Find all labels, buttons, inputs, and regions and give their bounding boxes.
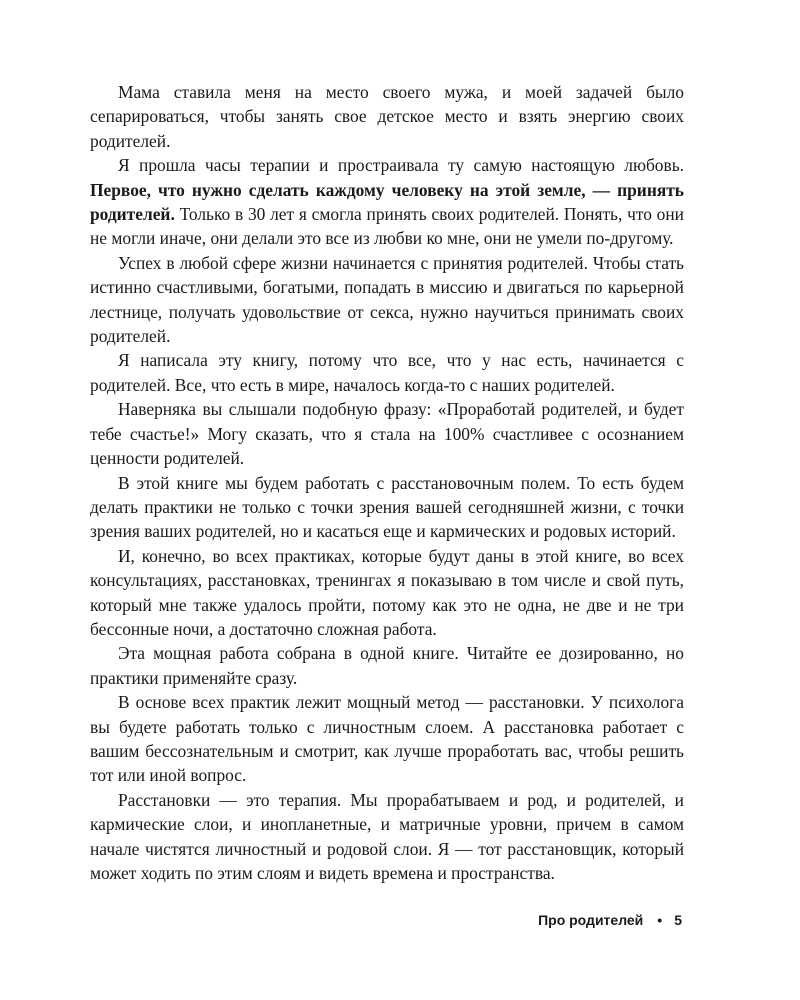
page-number: 5 [674,912,682,928]
paragraph-5: Наверняка вы слышали подобную фразу: «Проработай родителей, и будет тебе счастье!» Могу сказать, что я стала на 100% счастливее с осознанием ценности родителей. [90,399,684,469]
paragraph-8: Эта мощная работа собрана в одной книге. Читайте ее дозированно, но практики применяйте сразу. [90,643,684,688]
paragraph-6: В этой книге мы будем работать с расстановочным полем. То есть будем делать практики не только с точки зрения вашей сегодняшней жизни, с точки зрения ваших родителей, но и касаться еще и кармических и родовых историй. [90,472,684,542]
paragraph-4: Я написала эту книгу, потому что все, что у нас есть, начинается с родителей. Все, что есть в мире, началось когда-то с наших родителей. [90,350,684,395]
footer-bullet: • [657,912,663,928]
paragraph-2 [90,153,684,251]
running-section-title: Про родителей [538,912,644,928]
paragraph-10: Расстановки — это терапия. Мы прорабатываем и род, и родителей, и кармические слои, и инопланетные, и матричные уровни, причем в самом начале чистятся личностный и родовой слои. Я — тот расстановщик, который может ходить по этим слоям и видеть времена и пространства. [90,789,684,883]
paragraph-3: Успех в любой сфере жизни начинается с принятия родителей. Чтобы стать истинно счастливыми, богатыми, попадать в миссию и двигаться по карьерной лестнице, получать удовольствие от секса, нужно научиться принимать своих родителей. [90,252,684,347]
paragraph-2-lead: Я прошла часы терапии и простраивала ту самую настоящую любовь. [118,155,684,176]
paragraph-1: Мама ставила меня на место своего мужа, и моей задачей было сепарироваться, чтобы занять свое детское место и взять энергию своих родителей. [90,82,684,151]
paragraph-7: И, конечно, во всех практиках, которые будут даны в этой книге, во всех консультациях, расстановках, тренингах я показываю в том числе и свой путь, который мне также удалось пройти, потому как это не одна, не две и не три бессонные ночи, а достаточно сложная работа. [90,545,684,639]
paragraph-2-bold: Первое, что нужно сделать каждому человеку на этой земле, — принять родителей. [90,179,684,225]
paragraph-2-tail: Только в 30 лет я смогла принять своих родителей. Понять, что они не могли иначе, они делали это все из любви ко мне, они не умели по-другому. [90,204,684,249]
page-body [90,80,684,885]
paragraph-9: В основе всех практик лежит мощный метод — расстановки. У психолога вы будете работать только с личностным слоем. А расстановка работает с вашим бессознательным и смотрит, как лучше проработать вас, чтобы решить тот или иной вопрос. [90,692,684,786]
page-footer [538,912,682,928]
